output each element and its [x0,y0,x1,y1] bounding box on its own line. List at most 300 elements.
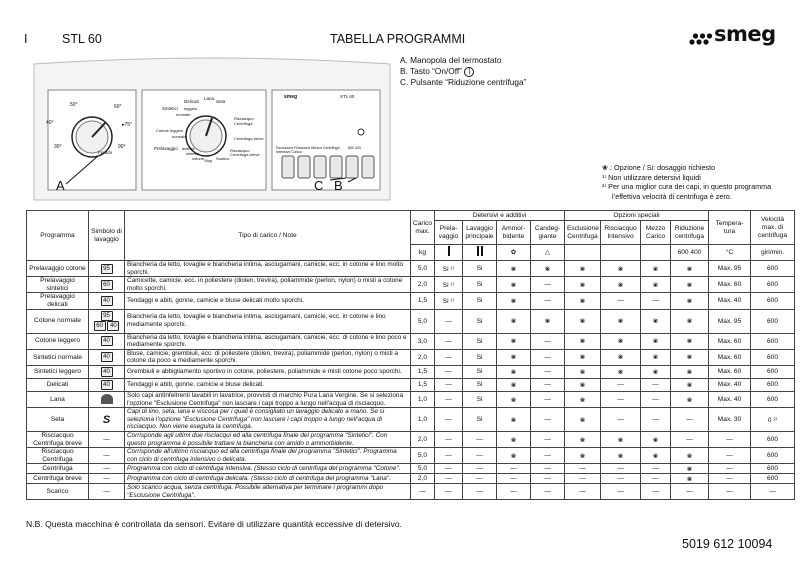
cell-carico: 2,0 [411,349,435,365]
cell-pre: — [435,474,463,484]
cell-temp: Max. 30 [709,408,751,432]
wash-tub-icon: 40 [101,336,113,346]
col-esclusione: Esclusione Centrifuga [565,221,601,245]
cell-rid: ❀ [671,464,709,474]
cell-mezzo: — [641,408,671,432]
cell-carico: 5,0 [411,448,435,464]
cell-temp: Max. 60 [709,277,751,293]
cell-lav: Si [463,277,497,293]
cell-mezzo: ❀ [641,261,671,277]
wash-symbol [89,408,125,432]
program-name: Seta [27,408,89,432]
temp-label: 40° [46,120,54,126]
cell-risc: ❀ [601,309,641,333]
prog-dial-label: Stop [204,158,213,163]
cell-amm: ❀ [497,448,531,464]
cell-carico: 3,0 [411,333,435,349]
cell-cand: — [531,448,565,464]
legend-item-c: C. Pulsante “Riduzione centrifuga” [400,77,527,87]
cell-mezzo: ❀ [641,277,671,293]
wash-tub-icon: 95 [101,311,113,321]
ammorbidente-icon: ✿ [497,245,531,261]
prog-dial-label: normale [176,112,191,117]
program-table [26,210,795,500]
prog-dial-label: Risciacquo Centrifuga [234,116,254,126]
lavaggio-icon [463,245,497,261]
table-row [27,378,795,391]
table-row [27,431,795,447]
cell-lav: — [463,464,497,474]
wash-symbol: — [89,474,125,484]
cell-cand: ❀ [531,261,565,277]
cell-mezzo: — [641,293,671,309]
table-row [27,365,795,378]
table-row [27,408,795,432]
cell-pre: — [435,431,463,447]
cell-mezzo: — [641,484,671,500]
note-spin: ²⁾ Per una miglior cura dei capi, in questo programma [602,182,772,191]
table-row [27,349,795,365]
cell-mezzo: ❀ [641,431,671,447]
prog-dial-label: sintetici [186,151,200,156]
prog-dial-label: Sintetici [162,106,178,111]
col-mezzo: Mezzo Carico [641,221,671,245]
cell-escl: — [565,474,601,484]
prog-dial-label: Cotone leggero [156,128,184,133]
cell-lav: — [463,448,497,464]
cell-pre: — [435,309,463,333]
load-description: Solo scarico acqua, senza centrifuga. Possibile alternativa per terminare i programmi dopo "Esclusione Centrifuga". [125,484,411,500]
col-programma: Programma [27,211,89,261]
program-name: Risciacquo Centrifuga [27,448,89,464]
cell-pre: — [435,391,463,407]
wash-symbol: — [89,448,125,464]
legend-item-b: B. Tasto “On/Off” | [400,66,526,77]
cell-temp: Max. 60 [709,365,751,378]
program-name: Cotone leggero [27,333,89,349]
prog-dial-label: Risciacquo [230,148,250,153]
wash-symbol [89,277,125,293]
cell-carico: 5,0 [411,309,435,333]
program-name: Prelavaggio sintetici [27,277,89,293]
wash-symbol [89,349,125,365]
temp-label: 30° [54,144,62,150]
cell-amm: ❀ [497,391,531,407]
cell-cand: — [531,408,565,432]
callout-a: A [56,178,65,193]
program-name: Sintetici normale [27,349,89,365]
cell-vel: 600 [751,309,795,333]
cell-escl: — [565,484,601,500]
cell-carico: 1,5 [411,378,435,391]
cell-escl: ❀ [565,309,601,333]
cell-mezzo: — [641,474,671,484]
cell-vel: 600 [751,261,795,277]
cell-pre: — [435,349,463,365]
cell-rid: — [671,484,709,500]
table-row [27,474,795,484]
wash-tub-icon: 40 [101,296,113,306]
cell-escl: ❀ [565,391,601,407]
cell-escl: ❀ [565,408,601,432]
load-description: Biancheria da letto, tovaglie e biancheria intima, asciugamani, camicie, ecc. in cotone e lino molto sporchi. [125,261,411,277]
cell-vel: 600 [751,474,795,484]
note-option: ❀ : Opzione / Si: dosaggio richiesto [602,163,716,172]
cell-carico: 1,0 [411,391,435,407]
cell-mezzo: — [641,391,671,407]
table-row [27,261,795,277]
cell-rid: — [671,408,709,432]
cell-amm: ❀ [497,365,531,378]
col-esclusione-blank [565,245,601,261]
col-tipo: Tipo di carico / Note [125,211,411,261]
cell-vel: 0 ²⁾ [751,408,795,432]
load-description: Tendaggi e abiti, gonne, camicie e bluse delicati. [125,378,411,391]
col-rpm: 600 400 [671,245,709,261]
power-icon: | [464,67,474,77]
cell-risc: — [601,293,641,309]
cell-lav: Si [463,293,497,309]
wash-symbol: — [89,484,125,500]
cell-temp: Max. 60 [709,333,751,349]
cell-rid: ❀ [671,293,709,309]
cell-lav: Si [463,309,497,333]
cell-amm: ❀ [497,349,531,365]
col-kg: kg [411,245,435,261]
cell-escl: ❀ [565,365,601,378]
prog-dial-label: Centrifuga breve [234,136,264,141]
cell-amm: ❀ [497,333,531,349]
program-name: Prelavaggio cotone [27,261,89,277]
cell-temp: Max. 40 [709,293,751,309]
wash-tub-icon: 95 [101,264,113,274]
cell-cand: ❀ [531,309,565,333]
footer-note: N.B. Questa macchina è controllata da sensori. Evitare di utilizzare quantità eccessive di detersivo. [26,519,402,529]
cell-rid: ❀ [671,365,709,378]
table-row [27,484,795,500]
cell-mezzo: ❀ [641,309,671,333]
cell-rid: ❀ [671,261,709,277]
cell-carico: 5,0 [411,261,435,277]
cell-rid: ❀ [671,309,709,333]
cell-risc: — [601,464,641,474]
load-description: Corrisponde agli ultimi due risciacqui ed alla centrifuga finale del programma "Sintetici". Con questo programma è possibile trattare la biancheria con amido o ammorbidente. [125,431,411,447]
cell-lav: Si [463,378,497,391]
control-panel-illustration [26,52,398,202]
cell-mezzo: — [641,378,671,391]
program-name: Centrifuga breve [27,474,89,484]
cell-pre: — [435,484,463,500]
prog-dial-label: delicati [182,146,195,151]
wash-symbol [89,309,125,333]
cell-escl: ❀ [565,378,601,391]
wash-tub-icon: 40 [107,321,119,331]
prog-dial-label: normale [172,134,187,139]
cell-pre: Si ¹⁾ [435,293,463,309]
prog-dial-label: Centrifuga breve [230,152,260,157]
temp-label: ▸75° [122,122,133,128]
wash-symbol [89,293,125,309]
cell-vel: 600 [751,277,795,293]
cell-vel: — [751,484,795,500]
cell-risc: — [601,391,641,407]
cell-temp: — [709,484,751,500]
cell-pre: — [435,448,463,464]
cell-escl: ❀ [565,277,601,293]
program-name: Prelavaggio delicati [27,293,89,309]
wash-symbol [89,365,125,378]
cell-amm: ❀ [497,293,531,309]
col-risciacquo-blank [601,245,641,261]
panel-rpm: 600 400 [348,146,361,150]
cell-temp: Max. 40 [709,391,751,407]
col-risciacquo: Risciacquo Intensivo [601,221,641,245]
cell-vel: 600 [751,349,795,365]
load-description: Capi di lino, seta, lana e viscosa per i quali è consigliato un lavaggio delicato a mano. Se si seleziona l'opzione "Esclusione Centrifuga" non lasciare i capi troppo a lungo nell'acqua di risciacquo. Non viene eseguita la centrifuga. [125,408,411,432]
legend [400,55,526,88]
cell-mezzo: ❀ [641,365,671,378]
cell-vel: 600 [751,365,795,378]
prog-dial-label: leggero [184,106,198,111]
cell-temp: — [709,474,751,484]
cell-cand: — [531,474,565,484]
cell-carico: 2,0 [411,277,435,293]
cell-vel: 600 [751,333,795,349]
cell-rid: ❀ [671,333,709,349]
cell-amm: — [497,484,531,500]
callout-b: B [334,178,343,193]
cell-carico: 2,0 [411,431,435,447]
program-name: Centrifuga [27,464,89,474]
prelavaggio-icon [435,245,463,261]
cell-pre: Si ¹⁾ [435,261,463,277]
cell-lav: Si [463,365,497,378]
cell-pre: — [435,333,463,349]
logo-dots-icon [688,28,714,48]
wash-tub-icon: 40 [101,352,113,362]
cell-mezzo: ❀ [641,333,671,349]
col-carico: Carico max. [411,211,435,245]
cell-lav: Si [463,349,497,365]
wash-tub-icon: 60 [94,321,106,331]
temp-label: 60° [114,104,122,110]
cell-lav: Si [463,391,497,407]
load-description: Tendaggi e abiti, gonne, camicie e bluse delicati molto sporchi. [125,293,411,309]
cell-lav: — [463,474,497,484]
cell-temp: Max. 95 [709,309,751,333]
col-riduzione: Riduzione centrifuga [671,221,709,245]
page-title: TABELLA PROGRAMMI [330,32,466,46]
table-row [27,333,795,349]
cell-risc: — [601,484,641,500]
cell-lav: — [463,484,497,500]
cell-rid: ❀ [671,349,709,365]
program-name: Scarico [27,484,89,500]
program-name: Lana [27,391,89,407]
prog-dial-label: Scarico [216,156,230,161]
model-name: STL 60 [62,32,102,46]
col-group-detersivi: Detersivi e additivi [435,211,565,221]
panel-button-labels: Esclusione Riduzione Mezzo Centrifuga Intensivo Carico [276,146,340,154]
cell-temp: Max. 95 [709,261,751,277]
cell-escl: ❀ [565,333,601,349]
cell-temp: — [709,448,751,464]
cell-carico: 2,0 [411,474,435,484]
cell-cand: — [531,277,565,293]
panel-model: STL 60 [340,94,355,99]
cell-escl: — [565,464,601,474]
cell-lav: Si [463,261,497,277]
cell-vel: 600 [751,378,795,391]
cell-risc: ❀ [601,277,641,293]
wash-symbol [89,333,125,349]
cell-risc: ❀ [601,349,641,365]
wash-symbol [89,261,125,277]
cell-risc: — [601,378,641,391]
prog-dial-label: Lana [204,96,215,101]
cell-escl: ❀ [565,261,601,277]
cell-cand: — [531,333,565,349]
cell-amm: ❀ [497,261,531,277]
temp-label: Freddo [98,150,113,155]
col-candeggiante: Candeg- giante [531,221,565,245]
table-row [27,464,795,474]
cell-carico: — [411,484,435,500]
wash-symbol [89,391,125,407]
col-vel-unit: giri/min. [751,245,795,261]
cell-pre: — [435,464,463,474]
cell-rid: — [671,431,709,447]
col-mezzo-blank [641,245,671,261]
program-name: Risciacquo Centrifuga breve [27,431,89,447]
col-temp: Tempera- tura [709,211,751,245]
cell-carico: 1,5 [411,293,435,309]
col-vel: Velocità max. di centrifuga [751,211,795,245]
cell-vel: 600 [751,464,795,474]
cell-pre: Si ¹⁾ [435,277,463,293]
notes [602,163,792,201]
cell-lav: Si [463,408,497,432]
cell-mezzo: ❀ [641,448,671,464]
table-row [27,448,795,464]
program-name: Sintetici leggero [27,365,89,378]
cell-amm: ❀ [497,277,531,293]
cell-rid: ❀ [671,378,709,391]
cell-temp: Max. 60 [709,349,751,365]
cell-vel: 600 [751,391,795,407]
cell-amm: ❀ [497,431,531,447]
cell-temp: — [709,464,751,474]
cell-temp: — [709,431,751,447]
wool-icon [101,394,113,404]
load-description: Bluse, camicie, grembiuli, ecc. di poliestere (diolen, trevira), poliammide (perlon, nylon) o misti a cotone da poco a mediamente sporchi. [125,349,411,365]
cell-lav: — [463,431,497,447]
cell-vel: 600 [751,448,795,464]
cell-cand: — [531,464,565,474]
cell-risc: — [601,474,641,484]
load-description: Programma con ciclo di centrifuga delicata. (Stesso ciclo di centrifuga del programma "Lana". [125,474,411,484]
wash-symbol: — [89,464,125,474]
cell-carico: 5,0 [411,464,435,474]
load-description: Programma con ciclo di centrifuga intensiva. (Stesso ciclo di centrifuga del programma "Cotone". [125,464,411,474]
table-row [27,277,795,293]
load-description: Grembiuli e abbigliamento sportivo in cotone, poliestere, poliammide e misti cotone poco sporchi. [125,365,411,378]
temp-label: 90° [118,144,126,150]
load-description: Corrisponde all'ultimo risciacquo ed alla centrifuga finale del programma "Sintetici". Programma con ciclo di centrifuga intensivo o delicata. [125,448,411,464]
wash-tub-icon: 60 [101,280,113,290]
cell-amm: ❀ [497,408,531,432]
cell-risc: ❀ [601,448,641,464]
cell-amm: — [497,464,531,474]
program-name: Cotone normale [27,309,89,333]
legend-item-a: A. Manopola del termostato [400,55,502,65]
col-simbolo: Simbolo di lavaggio [89,211,125,261]
note-liquid: ¹⁾ Non utilizzare detersivi liquidi [602,172,701,182]
table-row [27,293,795,309]
cell-carico: 1,0 [411,408,435,432]
document-code: 5019 612 10094 [682,537,773,551]
callout-c: C [314,178,324,193]
note-spin-cont: l’effettiva velocità di centrifuga è zero. [612,191,732,201]
cell-escl: ❀ [565,448,601,464]
cell-temp: Max. 40 [709,378,751,391]
cell-rid: ❀ [671,391,709,407]
cell-mezzo: — [641,464,671,474]
col-prelavaggio: Prela- vaggio [435,221,463,245]
wash-tub-icon: 40 [101,367,113,377]
prog-dial-label: Prelavaggio [154,146,178,151]
program-name: Delicati [27,378,89,391]
cell-amm: ❀ [497,378,531,391]
col-group-opzioni: Opzioni speciali [565,211,709,221]
cell-escl: ❀ [565,431,601,447]
logo-text: smeg [714,22,776,46]
cell-cand: — [531,391,565,407]
cell-risc: ❀ [601,261,641,277]
table-row [27,391,795,407]
cell-cand: — [531,378,565,391]
wash-symbol [89,378,125,391]
cell-vel: 600 [751,293,795,309]
cell-escl: ❀ [565,349,601,365]
col-lavaggio: Lavaggio principale [463,221,497,245]
load-description: Biancheria da letto, tovaglie e biancheria intima, asciugamani, camicie, ecc. di cotone e lino poco e mediamente sporchi. [125,333,411,349]
cell-mezzo: ❀ [641,349,671,365]
col-temp-unit: °C [709,245,751,261]
cell-rid: ❀ [671,277,709,293]
cell-rid: ❀ [671,474,709,484]
cell-risc: ❀ [601,333,641,349]
cell-cand: — [531,293,565,309]
cell-carico: 1,5 [411,365,435,378]
language-code: I [24,32,28,46]
prog-dial-label: Seta [216,99,226,104]
cell-amm: ❀ [497,309,531,333]
cell-lav: Si [463,333,497,349]
wash-tub-icon: 40 [101,380,113,390]
cell-risc: ❀ [601,365,641,378]
cell-amm: — [497,474,531,484]
cell-cand: — [531,365,565,378]
cell-vel: 600 [751,431,795,447]
load-description: Camicette, camicie, ecc. in poliestere (diolen, trevira), poliammide (perlon, nylon) o misti a cotone molto sporchi. [125,277,411,293]
prog-dial-label: Delicati [184,99,199,104]
candeggiante-icon: △ [531,245,565,261]
temp-label: 50° [70,102,78,108]
silk-icon: S [102,413,111,426]
col-ammorbidente: Ammor- bidente [497,221,531,245]
cell-cand: — [531,484,565,500]
